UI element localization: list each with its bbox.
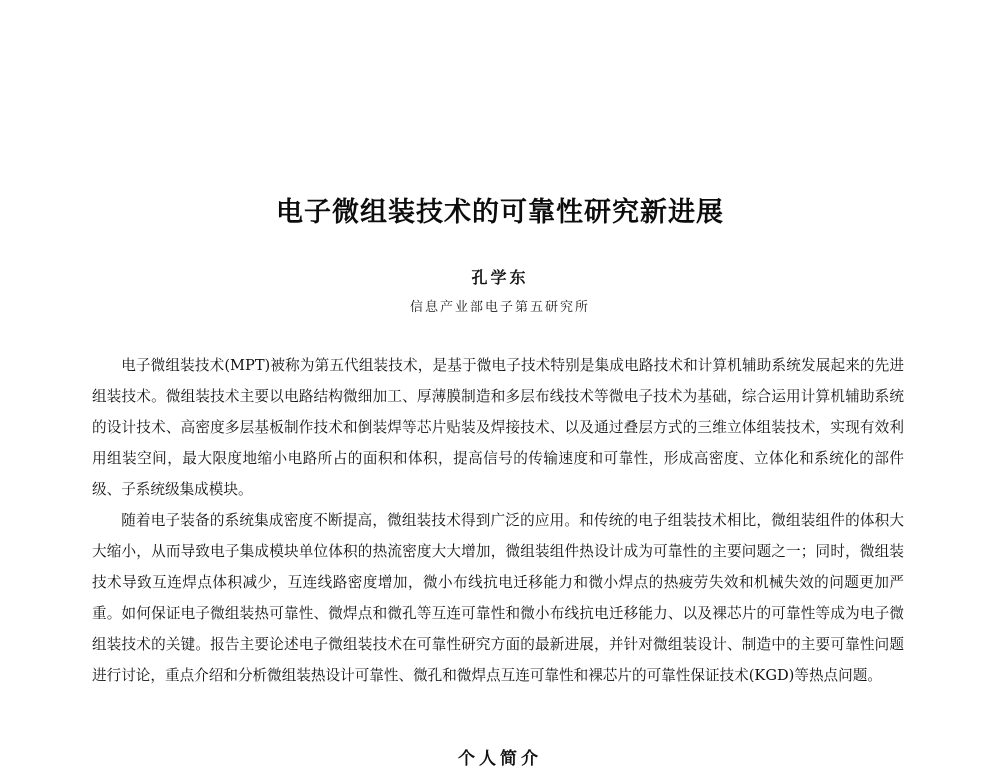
section-heading-partial: 个人简介 (458, 749, 542, 769)
abstract-paragraph: 电子微组装技术(MPT)被称为第五代组装技术，是基于微电子技术特别是集成电路技术和计算机辅助系统发展起来的先进组装技术。微组装技术主要以电路结构微细加工、厚薄膜制造和多层布线技术等微电子技术为基础，综合运用计算机辅助系统的设计技术、高密度多层基板制作技术和倒装焊等芯片贴装及焊接技术、以及通过叠层方式的三维立体组装技术，实现有效利用组装空间，最大限度地缩小电路所占的面积和体积，提高信号的传输速度和可靠性，形成高密度、立体化和系统化的部件级、子系统级集成模块。 (92, 357, 904, 498)
paper-title: 电子微组装技术的可靠性研究新进展 (276, 197, 724, 228)
abstract-paragraph: 随着电子装备的系统集成密度不断提高，微组装技术得到广泛的应用。和传统的电子组装技术相比，微组装组件的体积大大缩小，从而导致电子集成模块单位体积的热流密度大大增加，微组装组件热设计成为可靠性的主要问题之一；同时，微组装技术导致互连焊点体积减少，互连线路密度增加，微小布线抗电迁移能力和微小焊点的热疲劳失效和机械失效的问题更加严重。如何保证电子微组装热可靠性、微焊点和微孔等互连可靠性和微小布线抗电迁移能力、以及裸芯片的可靠性等成为电子微组装技术的关键。报告主要论述电子微组装技术在可靠性研究方面的最新进展，并针对微组装设计、制造中的主要可靠性问题进行讨论，重点介绍和分析微组装热设计可靠性、微孔和微焊点互连可靠性和裸芯片的可靠性保证技术(KGD)等热点问题。 (92, 512, 904, 684)
author-affiliation: 信息产业部电子第五研究所 (409, 300, 590, 315)
author-name: 孔学东 (471, 268, 529, 287)
abstract-body (92, 350, 904, 691)
